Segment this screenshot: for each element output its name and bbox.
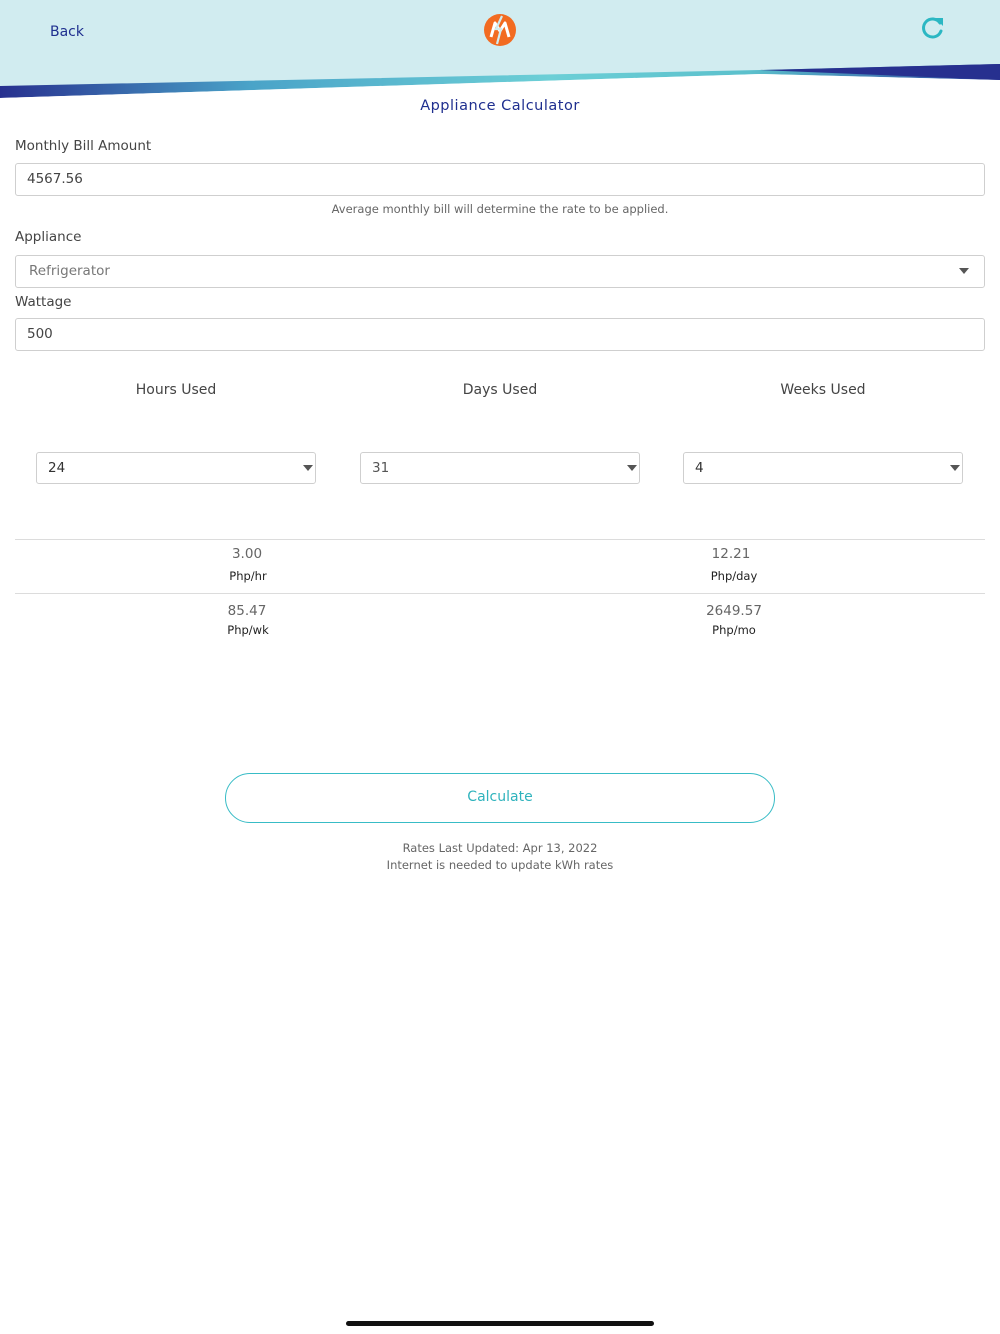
per-month-value: 2649.57 [706,603,762,619]
days-used-select[interactable] [360,452,640,484]
per-week-value: 85.47 [227,603,267,619]
meralco-logo-icon [482,12,518,48]
chevron-down-icon [959,268,969,274]
back-button[interactable]: Back [50,24,84,40]
per-week-unit: Php/wk [227,623,269,637]
per-month-unit: Php/mo [712,623,756,637]
hours-used-value: 24 [48,460,66,476]
per-day-value: 12.21 [711,546,751,562]
weeks-used-label: Weeks Used [780,382,866,398]
days-used-label: Days Used [462,382,538,398]
per-hour-unit: Php/hr [229,569,267,583]
results-divider-top [15,539,985,540]
appliance-label: Appliance [15,229,82,245]
appliance-select-value: Refrigerator [29,263,110,279]
wattage-input[interactable]: 500 [15,318,985,351]
chevron-down-icon [627,465,637,471]
per-day-unit: Php/day [710,569,758,583]
weeks-used-value: 4 [695,460,704,476]
header-bar [0,0,1000,100]
appliance-select[interactable] [15,255,985,288]
chevron-down-icon [303,465,313,471]
per-hour-value: 3.00 [231,546,263,562]
refresh-icon[interactable] [918,14,946,42]
home-indicator[interactable] [346,1321,654,1326]
hours-used-label: Hours Used [135,382,217,398]
results-divider-middle [15,593,985,594]
calculate-button[interactable]: Calculate [225,773,775,823]
rates-updated-text: Rates Last Updated: Apr 13, 2022 [402,841,598,855]
page-title: Appliance Calculator [420,98,580,114]
monthly-bill-input[interactable]: 4567.56 [15,163,985,196]
days-used-value: 31 [372,460,390,476]
hours-used-select[interactable] [36,452,316,484]
chevron-down-icon [950,465,960,471]
internet-note-text: Internet is needed to update kWh rates [386,858,614,872]
monthly-bill-hint: Average monthly bill will determine the rate to be applied. [331,202,669,216]
weeks-used-select[interactable] [683,452,963,484]
monthly-bill-label: Monthly Bill Amount [15,138,152,154]
wattage-label: Wattage [15,294,72,310]
